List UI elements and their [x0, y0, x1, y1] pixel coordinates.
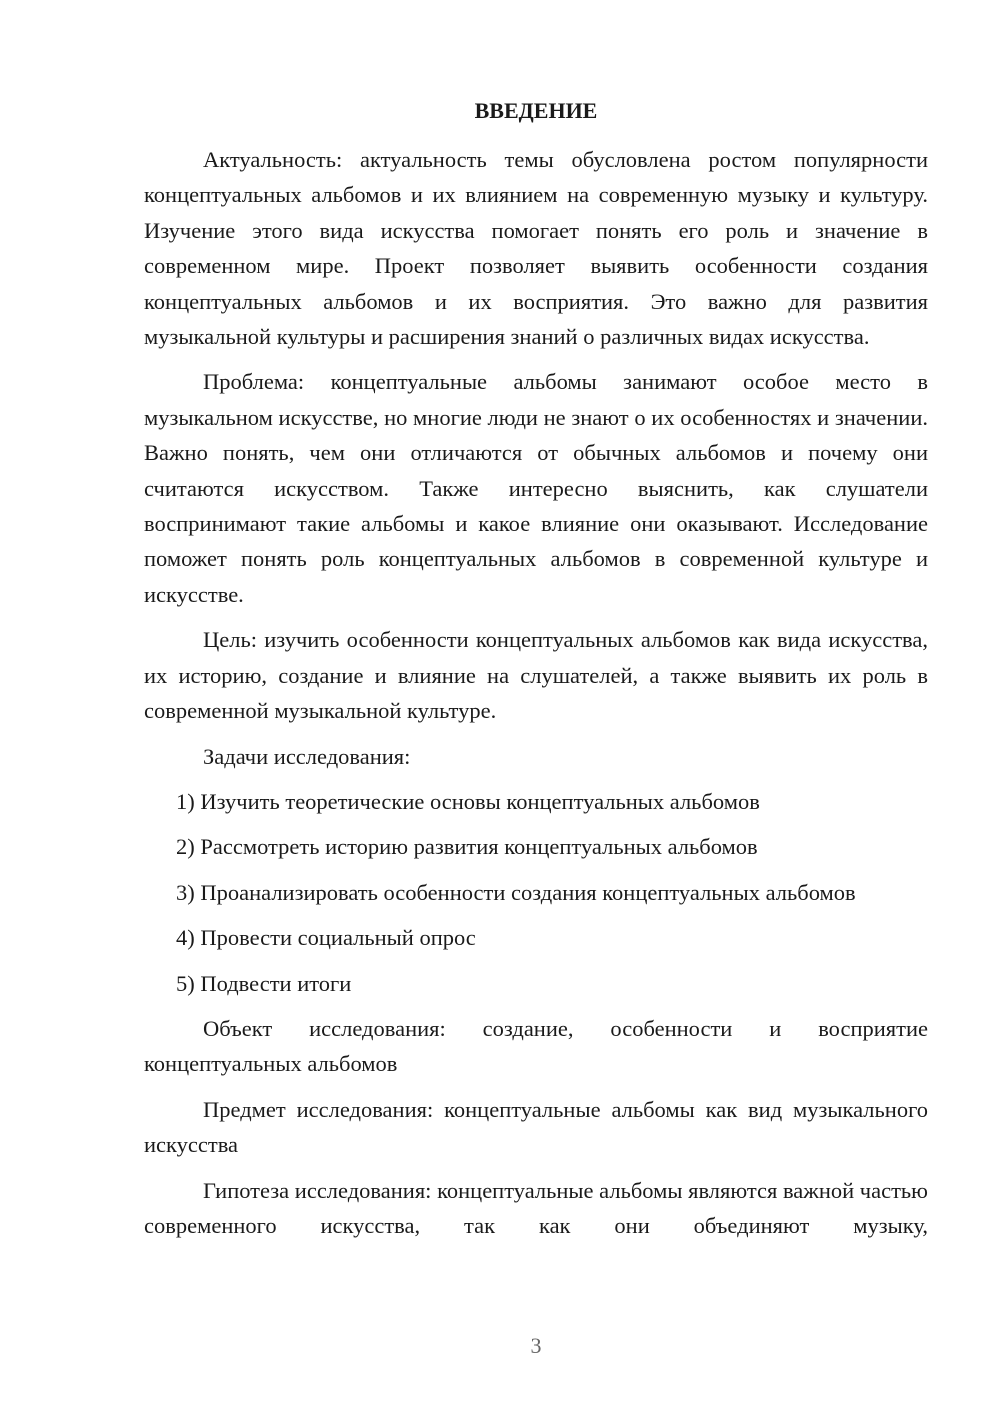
paragraph-goal: Цель: изучить особенности концептуальных альбомов как вида искусства, их историю, создание и влияние на слушателей, а также выявить их роль в современной музыкальной культуре.: [144, 627, 928, 724]
paragraph-problem: Проблема: концептуальные альбомы занимают особое место в музыкальном искусстве, но многие люди не знают о их особенностях и значении. Важно понять, чем они отличаются от обычных альбомов и почему они считаются искусством. Также интересно выяснить, как слушатели воспринимают такие альбомы и какое влияние они оказывают. Исследование поможет понять роль концептуальных альбомов в современной культуре и искусстве.: [144, 369, 928, 607]
page-title: ВВЕДЕНИЕ: [474, 98, 598, 123]
paragraph-subject: Предмет исследования: концептуальные альбомы как вид музыкального искусства: [144, 1096, 928, 1158]
paragraph-relevance: Актуальность: актуальность темы обусловлена ростом популярности концептуальных альбомов и их влиянием на современную музыку и культуру. Изучение этого вида искусства помогает понять его роль и значение в современном мире. Проект позволяет выявить особенности создания концептуальных альбомов и их восприятия. Это важно для развития музыкальной культуры и расширения знаний о различных видах искусства.: [144, 147, 928, 350]
task-item-4: 4) Провести социальный опрос: [176, 925, 476, 951]
paragraph-object: Объект исследования: создание, особенности и восприятие концептуальных альбомов: [144, 1015, 928, 1077]
paragraph-hypothesis: Гипотеза исследования: концептуальные альбомы являются важной частью современного искусства, так как они объединяют музыку,: [144, 1177, 928, 1238]
task-item-5: 5) Подвести итоги: [176, 970, 352, 996]
task-item-2: 2) Рассмотреть историю развития концептуальных альбомов: [176, 834, 758, 860]
document-body: [144, 142, 928, 1253]
task-item-1: 1) Изучить теоретические основы концептуальных альбомов: [176, 788, 760, 814]
task-item-3: 3) Проанализировать особенности создания концептуальных альбомов: [176, 879, 856, 905]
page-number: 3: [530, 1333, 542, 1358]
tasks-heading: Задачи исследования:: [203, 743, 411, 769]
